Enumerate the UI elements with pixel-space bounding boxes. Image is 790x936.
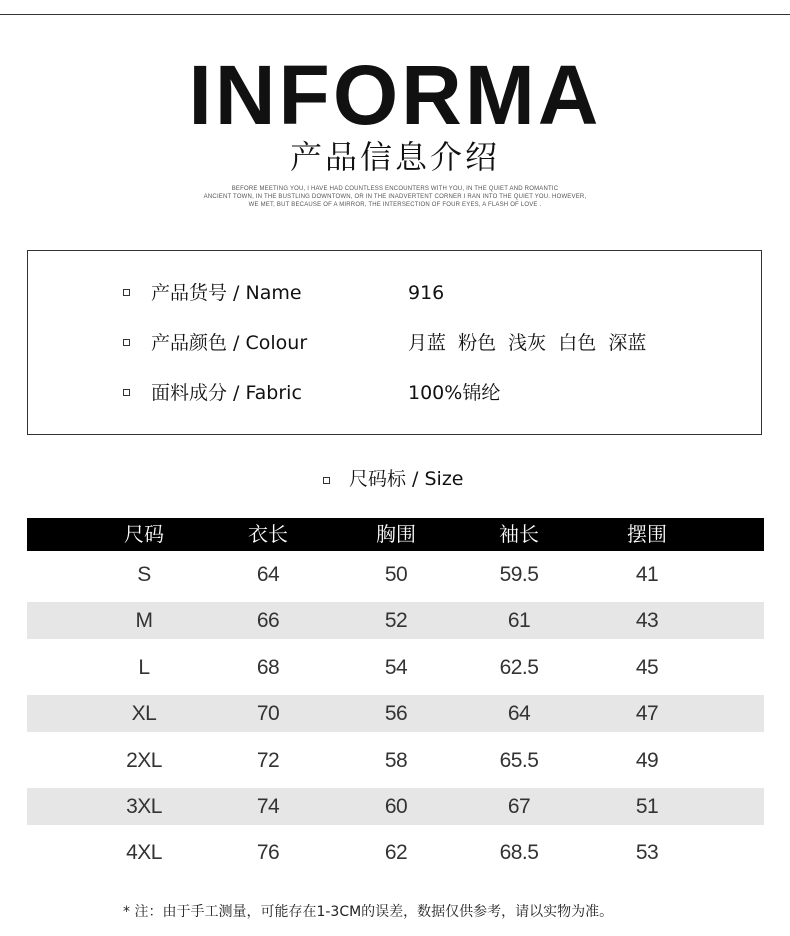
table-cell: 56 [384,702,408,726]
table-row [27,829,764,875]
table-cell: 43 [635,609,659,633]
table-cell: M [135,609,153,633]
table-row [27,737,764,783]
table-cell: 74 [256,794,280,818]
header-cell: 摆围 [627,522,667,546]
info-row-name [28,279,763,309]
info-label: 产品颜色 / Colour [151,332,308,354]
table-cell: 51 [635,794,659,818]
table-cell: 53 [635,841,659,865]
info-value: 月蓝 粉色 浅灰 白色 深蓝 [408,332,647,354]
tagline-line: WE MET, BUT BECAUSE OF A MIRROR, THE INTERSECTION OF FOUR EYES, A FLASH OF LOVE . [248,202,542,208]
table-cell: 41 [635,563,659,586]
table-cell: 62 [384,841,408,865]
header-cell: 袖长 [499,522,539,546]
table-cell: 65.5 [499,748,539,772]
table-cell: 62.5 [499,655,539,679]
table-cell: L [138,655,150,679]
info-row-fabric [28,379,763,409]
size-section-heading [0,465,790,495]
table-cell: XL [131,702,157,726]
square-bullet-icon [123,389,130,396]
table-cell: 59.5 [499,563,539,586]
table-cell: 61 [507,609,531,633]
info-value: 916 [408,282,445,304]
square-bullet-icon [123,339,130,346]
table-cell: 45 [635,655,659,679]
table-cell: 3XL [126,794,162,818]
table-cell: 49 [635,748,659,772]
table-cell: 52 [384,609,408,633]
table-cell: 68 [256,655,280,679]
page-subtitle: 产品信息介绍 [289,138,500,176]
table-cell: 70 [256,702,280,726]
top-divider [0,14,790,15]
page-title: INFORMA [188,48,602,142]
tagline [170,185,620,209]
size-table [27,518,764,876]
table-row [27,644,764,690]
table-cell: 68.5 [499,841,539,865]
table-cell: 54 [384,655,408,679]
table-row [27,783,764,829]
info-label: 面料成分 / Fabric [151,382,302,404]
table-cell: 47 [635,702,659,726]
table-cell: 66 [256,609,280,633]
info-value: 100%锦纶 [408,382,501,404]
product-info-box [27,250,762,435]
tagline-line: ANCIENT TOWN, IN THE BUSTLING DOWNTOWN, OR IN THE INADVERTENT CORNER I RAN INTO THE QUIET YOU. HOWEVER, [203,194,587,200]
table-cell: 50 [384,563,408,586]
table-cell: 64 [507,702,531,726]
table-cell: 72 [256,748,280,772]
header-cell: 胸围 [376,522,416,546]
table-cell: S [137,563,151,586]
table-cell: 60 [384,794,408,818]
size-heading-label: 尺码标 / Size [349,468,464,490]
table-cell: 4XL [126,841,162,865]
table-row [27,690,764,736]
header-cell: 尺码 [124,522,164,546]
table-cell: 58 [384,748,408,772]
table-cell: 76 [256,841,280,865]
table-cell: 67 [507,794,531,818]
table-cell: 64 [256,563,280,586]
table-cell: 2XL [126,748,162,772]
tagline-line: BEFORE MEETING YOU, I HAVE HAD COUNTLESS ENCOUNTERS WITH YOU, IN THE QUIET AND ROMANTIC [231,186,559,192]
info-label: 产品货号 / Name [151,282,302,304]
header-cell: 衣长 [248,522,288,546]
info-row-colour [28,329,763,359]
table-header [27,518,764,551]
measurement-note: * 注：由于手工测量，可能存在1-3CM的误差，数据仅供参考，请以实物为准。 [123,904,614,920]
square-bullet-icon [123,289,130,296]
table-row [27,551,764,597]
table-row [27,597,764,643]
square-bullet-icon [323,477,330,484]
